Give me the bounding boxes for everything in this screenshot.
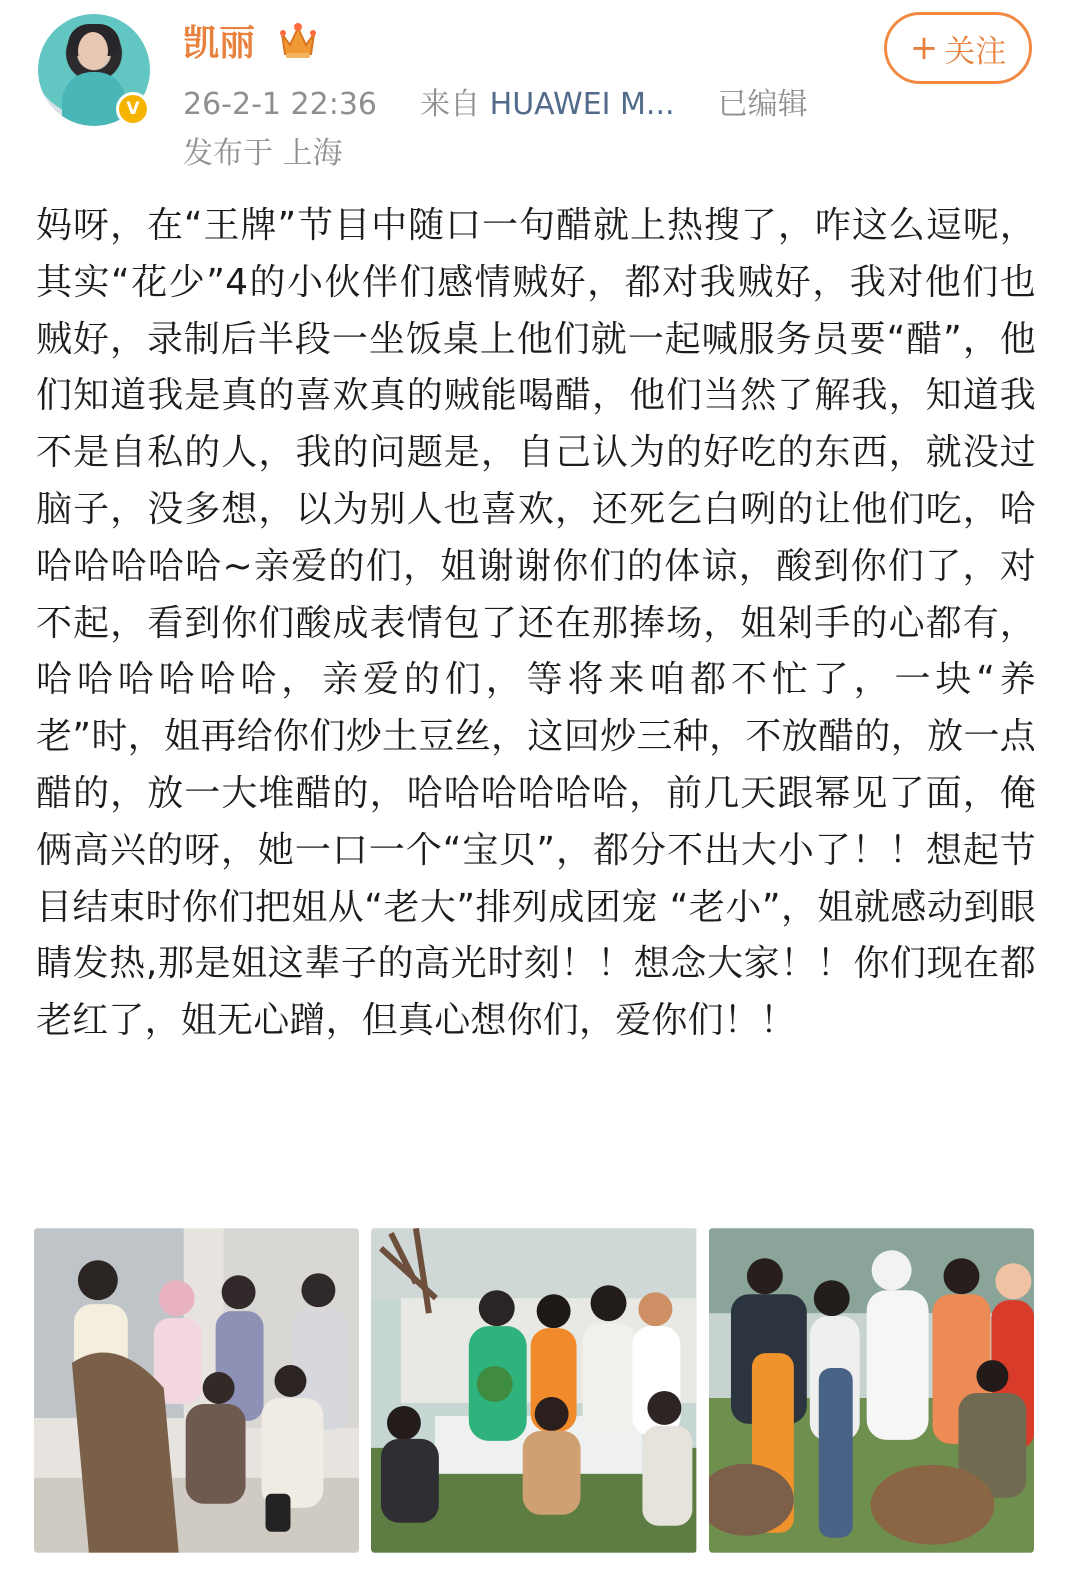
source-device[interactable]: HUAWEI M... [489,87,675,122]
edited-label[interactable]: 已编辑 [717,87,808,122]
post-location: 发布于 上海 [183,136,343,171]
user-name[interactable]: 凯丽 [183,23,256,64]
source-prefix: 来自 [420,87,481,122]
verified-v-icon: V [116,92,150,126]
follow-button[interactable] [884,12,1032,84]
avatar-dress [62,72,126,126]
post-meta [183,84,808,126]
crown-icon [276,20,320,62]
follow-label: 关注 [944,33,1007,70]
post-text: 妈呀，在“王牌”节目中随口一句醋就上热搜了，咋这么逗呢，其实“花少”4的小伙伴们感情贼好，都对我贼好，我对他们也贼好，录制后半段一坐饭桌上他们就一起喊服务员要“醋”，他们知道我是真的喜欢真的贼能喝醋，他们当然了解我，知道我不是自私的人，我的问题是，自己认为的好吃的东西，就没过脑子，没多想，以为别人也喜欢，还死乞白咧的让他们吃，哈哈哈哈哈哈~亲爱的们，姐谢谢你们的体谅，酸到你们了，对不起，看到你们酸成表情包了还在那捧场，姐剁手的心都有，哈哈哈哈哈哈，亲爱的们，等将来咱都不忙了，一块“养老”时，姐再给你们炒土豆丝，这回炒三种，不放醋的，放一点醋的，放一大堆醋的，哈哈哈哈哈哈，前几天跟幂见了面，俺俩高兴的呀，她一口一个“宝贝”，都分不出大小了！！想起节目结束时你们把姐从“老大”排列成团宠 “老小”，姐就感动到眼睛发热,那是姐这辈子的高光时刻！！想念大家！！你们现在都老红了，姐无心蹭，但真心想你们，爱你们！！ [36,205,1036,1042]
avatar-face [78,32,108,70]
photo-2[interactable] [371,1228,696,1553]
photo-3[interactable] [709,1228,1034,1553]
plus-icon: + [909,28,939,68]
post-header [0,0,1080,190]
post-content [36,198,1036,1050]
post-date: 26-2-1 22:36 [183,87,377,122]
image-grid [34,1228,1034,1553]
photo-1[interactable] [34,1228,359,1553]
